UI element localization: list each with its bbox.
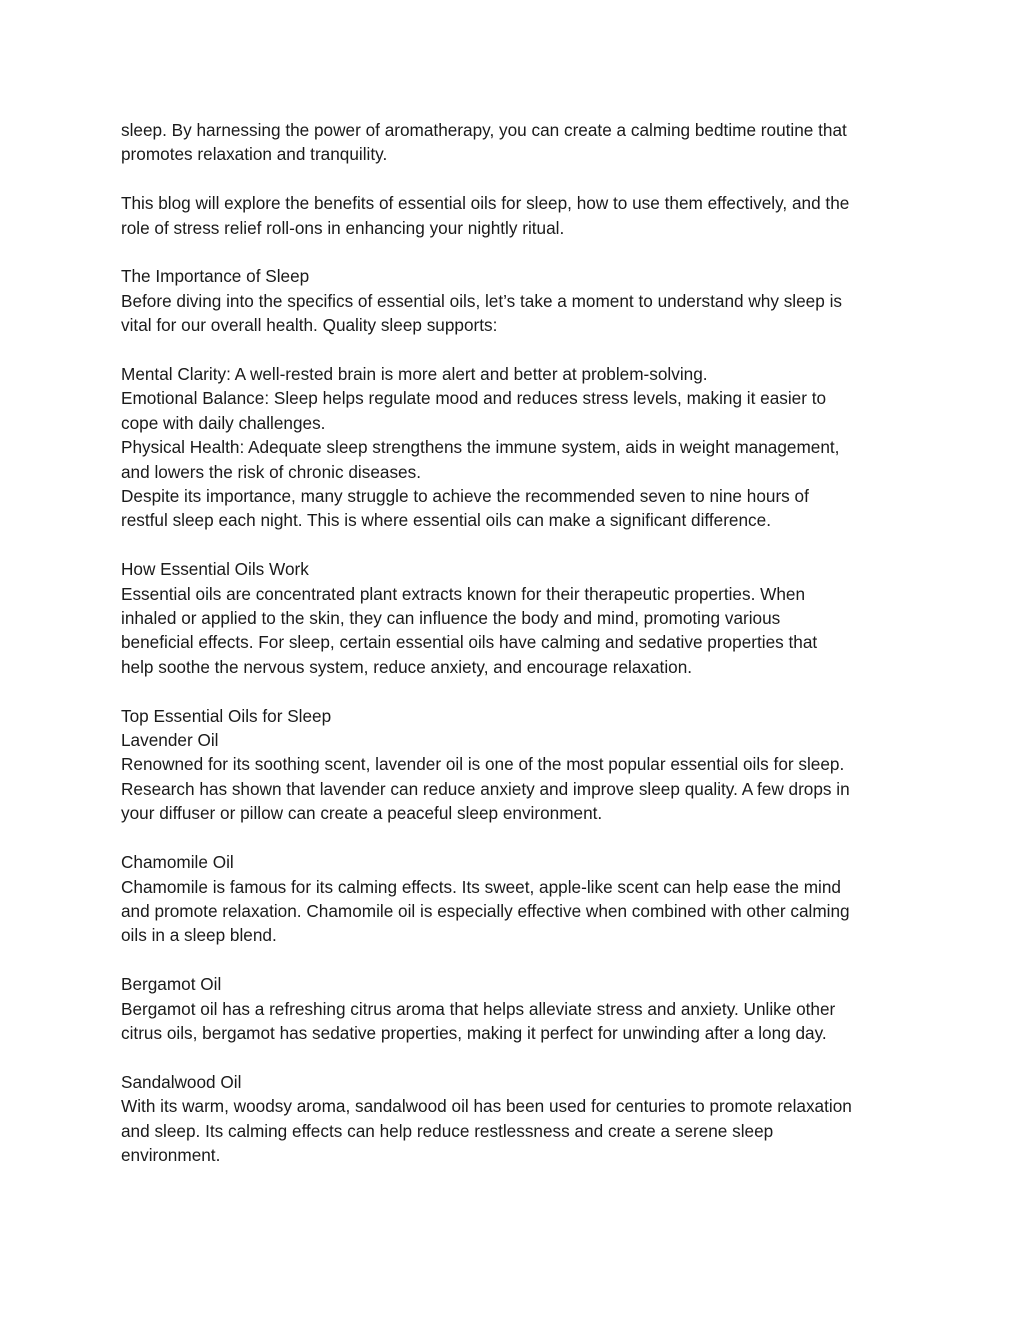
document-page xyxy=(121,118,911,1192)
section-heading: How Essential Oils Work xyxy=(121,559,309,580)
text-line: Research has shown that lavender can reduce anxiety and improve sleep quality. A few drops in xyxy=(121,778,850,799)
text-line: restful sleep each night. This is where essential oils can make a significant difference. xyxy=(121,510,771,531)
text-line: With its warm, woodsy aroma, sandalwood oil has been used for centuries to promote relaxation xyxy=(121,1096,852,1117)
text-line: help soothe the nervous system, reduce anxiety, and encourage relaxation. xyxy=(121,656,693,677)
list-item: Emotional Balance: Sleep helps regulate mood and reduces stress levels, making it easier to xyxy=(121,388,827,409)
list-item: Mental Clarity: A well-rested brain is more alert and better at problem-solving. xyxy=(121,364,708,385)
importance-of-sleep-section xyxy=(121,264,911,337)
text-line: Bergamot oil has a refreshing citrus aroma that helps alleviate stress and anxiety. Unlike other xyxy=(121,998,836,1019)
text-line: Renowned for its soothing scent, lavender oil is one of the most popular essential oils for sleep. xyxy=(121,754,845,775)
text-line: and promote relaxation. Chamomile oil is especially effective when combined with other calming xyxy=(121,900,850,921)
subsection-heading: Lavender Oil xyxy=(121,730,219,751)
text-line: and sleep. Its calming effects can help reduce restlessness and create a serene sleep xyxy=(121,1120,774,1141)
text-line: Before diving into the specifics of essential oils, let’s take a moment to understand why sleep is xyxy=(121,290,842,311)
text-line: citrus oils, bergamot has sedative properties, making it perfect for unwinding after a long day. xyxy=(121,1022,827,1043)
text-line: promotes relaxation and tranquility. xyxy=(121,144,388,165)
subsection-heading: Chamomile Oil xyxy=(121,852,234,873)
subsection-heading: Bergamot Oil xyxy=(121,974,222,995)
text-line: and lowers the risk of chronic diseases. xyxy=(121,461,421,482)
section-heading: Top Essential Oils for Sleep xyxy=(121,705,332,726)
text-line: role of stress relief roll-ons in enhancing your nightly ritual. xyxy=(121,217,565,238)
chamomile-section xyxy=(121,850,911,948)
text-line: vital for our overall health. Quality sleep supports: xyxy=(121,315,498,336)
text-line: inhaled or applied to the skin, they can influence the body and mind, promoting various xyxy=(121,608,781,629)
section-heading: The Importance of Sleep xyxy=(121,266,310,287)
sandalwood-section xyxy=(121,1070,911,1168)
how-oils-work-section xyxy=(121,557,911,679)
text-line: beneficial effects. For sleep, certain essential oils have calming and sedative properties that xyxy=(121,632,818,653)
subsection-heading: Sandalwood Oil xyxy=(121,1071,242,1092)
text-line: Essential oils are concentrated plant extracts known for their therapeutic properties. When xyxy=(121,583,806,604)
text-line: Despite its importance, many struggle to achieve the recommended seven to nine hours of xyxy=(121,486,809,507)
bergamot-section xyxy=(121,972,911,1045)
text-line: environment. xyxy=(121,1144,221,1165)
text-line: your diffuser or pillow can create a peaceful sleep environment. xyxy=(121,803,603,824)
text-line: Chamomile is famous for its calming effects. Its sweet, apple-like scent can help ease the mind xyxy=(121,876,841,897)
intro-paragraph xyxy=(121,118,911,167)
list-item: Physical Health: Adequate sleep strengthens the immune system, aids in weight management, xyxy=(121,437,840,458)
text-line: oils in a sleep blend. xyxy=(121,925,277,946)
blog-overview-paragraph xyxy=(121,191,911,240)
text-line: This blog will explore the benefits of essential oils for sleep, how to use them effectively, and the xyxy=(121,193,850,214)
sleep-benefits-list xyxy=(121,362,911,533)
top-oils-lavender-section xyxy=(121,704,911,826)
text-line: cope with daily challenges. xyxy=(121,412,326,433)
text-line: sleep. By harnessing the power of aromatherapy, you can create a calming bedtime routine that xyxy=(121,120,847,140)
